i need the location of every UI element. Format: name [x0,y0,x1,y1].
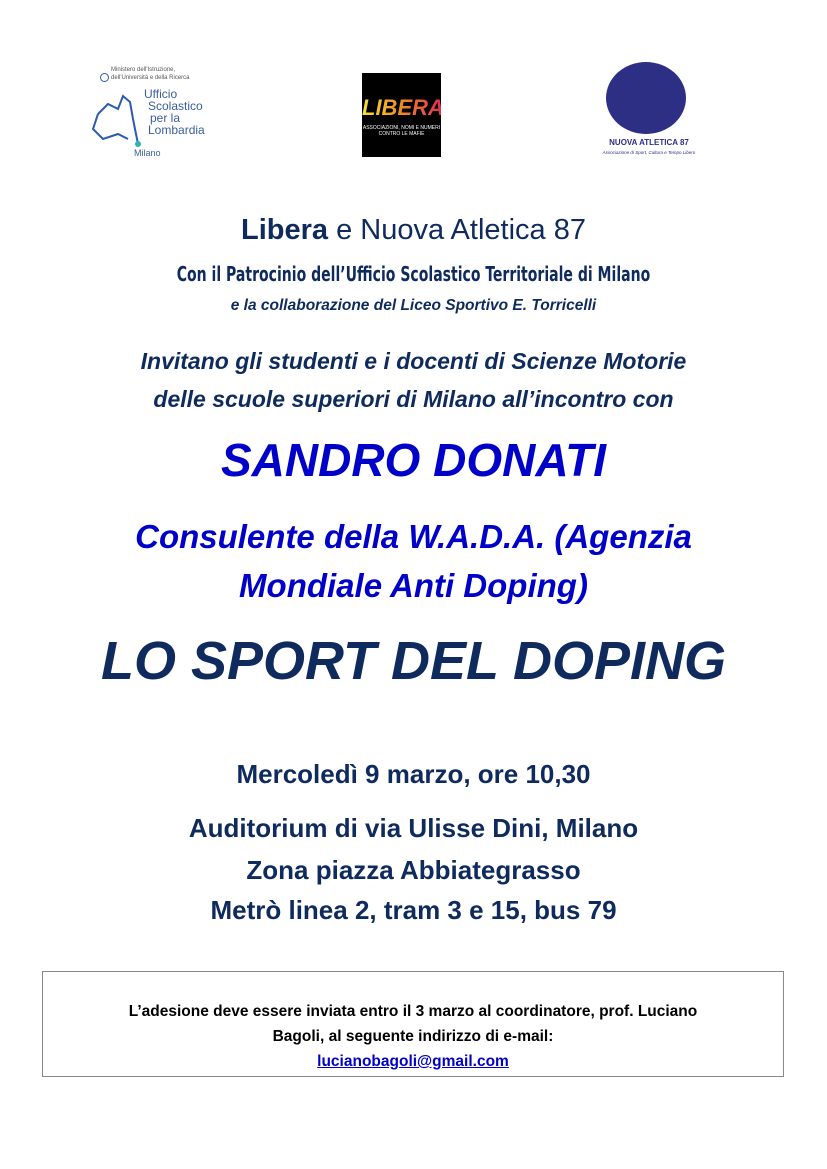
event-venue: Auditorium di via Ulisse Dini, Milano [188,813,639,843]
invite-line-2: delle scuole superiori di Milano all’incontro con [153,386,674,412]
organizers-title: Libera e Nuova Atletica 87 [241,214,586,246]
registration-box [42,971,784,1077]
libera-logo: LIBERA ASSOCIAZIONI, NOMI E NUMERI CONTRO LE MAFIE [362,73,441,157]
ministry-text: Ministero dell'Istruzione, dell'Università e della Ricerca [100,66,201,82]
athlete-emblem-icon [606,62,686,134]
invite-line-1: Invitano gli studenti e i docenti di Scienze Motorie [140,348,687,374]
event-zone: Zona piazza Abbiategrasso [246,855,581,885]
nuova-atletica-logo: NUOVA ATLETICA 87 Associazione di Sport, Cultura e Tempo Libero [590,62,708,162]
registration-line-2: Bagoli, al seguente indirizzo di e-mail: [272,1028,554,1045]
email-link[interactable]: lucianobagoli@gmail.com [317,1053,509,1070]
collaboration-line: e la collaborazione del Liceo Sportivo E. Torricelli [230,297,597,314]
speaker-role-2: Mondiale Anti Doping) [239,567,588,604]
speaker-name: SANDRO DONATI [220,434,607,486]
registration-line-1: L’adesione deve essere inviata entro il 3 marzo al coordinatore, prof. Luciano [128,1003,698,1020]
emblem-icon [100,73,109,82]
speaker-role-1: Consulente della W.A.D.A. (Agenzia [135,518,692,555]
lombardia-map-icon [88,84,148,154]
patronage-line: Con il Patrocinio dell’Ufficio Scolastico Territoriale di Milano [176,262,651,286]
event-date: Mercoledì 9 marzo, ore 10,30 [236,759,591,789]
ufficio-scolastico-logo: Ministero dell'Istruzione, dell'Università e della Ricerca Ufficio Scolastico per la Lombardia Milano [88,66,228,166]
event-title: LO SPORT DEL DOPING [100,631,727,691]
event-transport: Metrò linea 2, tram 3 e 15, bus 79 [210,895,617,925]
